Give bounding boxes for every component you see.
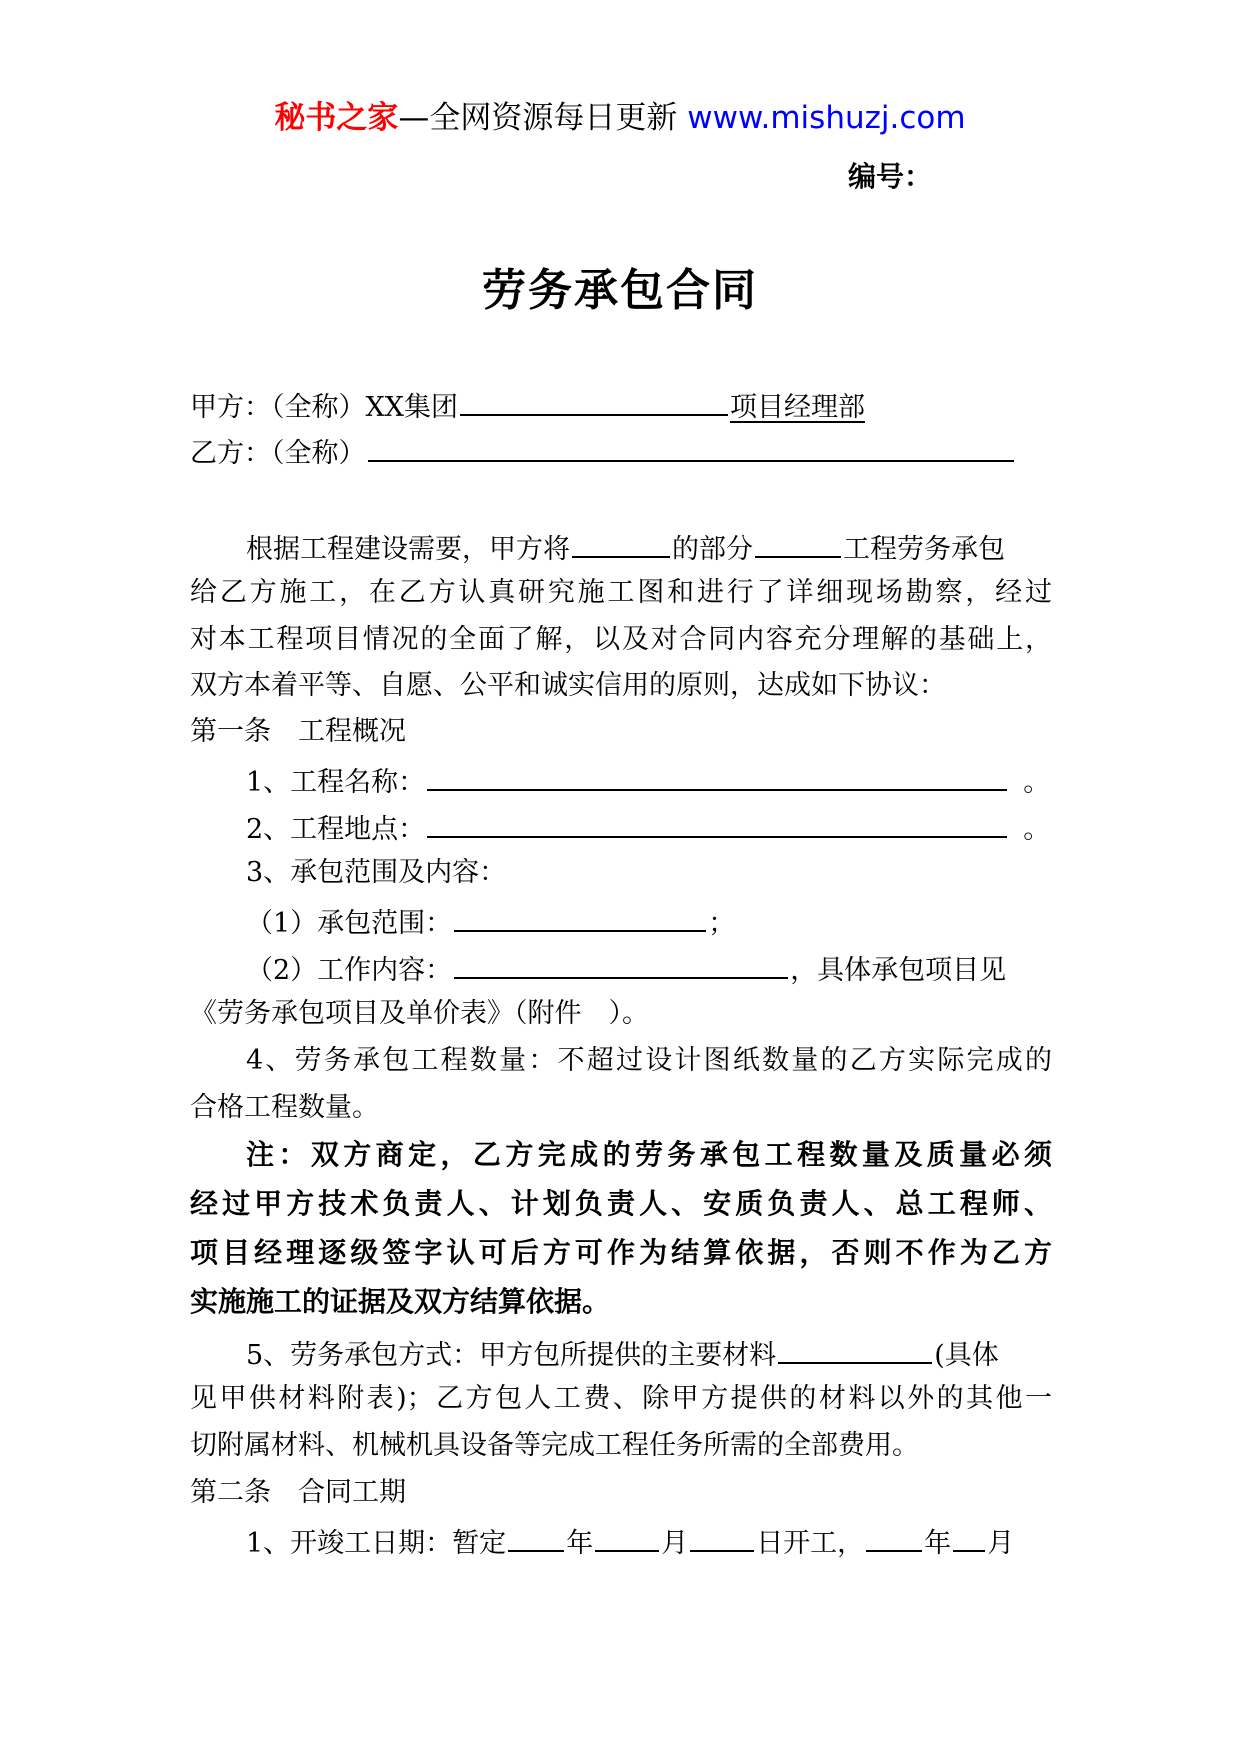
note-line-1: 注：双方商定，乙方完成的劳务承包工程数量及质量必须 — [246, 1138, 1052, 1171]
item-project-name — [246, 759, 1050, 803]
item-dates — [246, 1520, 1014, 1564]
period: 。 — [1023, 814, 1051, 845]
item-project-location-label: 2、工程地点： — [246, 814, 426, 845]
project-blank — [572, 526, 670, 558]
year-label: 年 — [924, 1528, 952, 1559]
article-2-heading: 第二条 合同工期 — [190, 1477, 406, 1508]
note-line-2: 经过甲方技术负责人、计划负责人、安质负责人、总工程师、 — [190, 1187, 1052, 1220]
materials-blank — [778, 1332, 932, 1364]
item-scope: 3、承包范围及内容： — [246, 857, 507, 888]
month-label: 月 — [987, 1528, 1015, 1559]
intro-line-3: 对本工程项目情况的全面了解，以及对合同内容充分理解的基础上， — [190, 624, 1052, 655]
party-a-suffix: 项目经理部 — [729, 392, 865, 423]
scope-range-label: （1）承包范围： — [246, 908, 453, 939]
project-location-blank — [427, 806, 1007, 838]
party-a-blank — [460, 384, 728, 416]
start-month-blank — [595, 1520, 659, 1552]
intro-text-1: 根据工程建设需要，甲方将 — [246, 534, 570, 565]
doc-number-label: 编号： — [848, 160, 933, 193]
item-work-content — [246, 947, 1006, 991]
party-a-label: 甲方：（全称）XX集团 — [190, 392, 458, 423]
work-blank — [755, 526, 841, 558]
year-label: 年 — [566, 1528, 594, 1559]
article-1-heading: 第一条 工程概况 — [190, 716, 406, 747]
party-b-blank — [368, 430, 1014, 462]
item-method — [246, 1332, 999, 1376]
intro-text-2: 的部分 — [672, 534, 753, 565]
intro-line-2: 给乙方施工，在乙方认真研究施工图和进行了详细现场勘察，经过 — [190, 577, 1052, 608]
method-end: (具体 — [934, 1340, 999, 1371]
end-year-blank — [866, 1520, 922, 1552]
party-b-label: 乙方：（全称） — [190, 438, 366, 469]
dates-label: 1、开竣工日期：暂定 — [246, 1528, 507, 1559]
intro-line-4: 双方本着平等、自愿、公平和诚实信用的原则，达成如下协议： — [190, 670, 946, 701]
note-line-3: 项目经理逐级签字认可后方可作为结算依据，否则不作为乙方 — [190, 1236, 1052, 1269]
slogan: —全网资源每日更新 — [398, 100, 678, 136]
brand-name: 秘书之家 — [274, 100, 399, 136]
intro-line-1 — [246, 526, 1005, 570]
method-label: 5、劳务承包方式：甲方包所提供的主要材料 — [246, 1340, 777, 1371]
work-content-end: ，具体承包项目见 — [790, 955, 1007, 986]
site-url[interactable]: www.mishuzj.com — [687, 100, 966, 136]
scope-range-blank — [454, 900, 706, 932]
period: 。 — [1023, 767, 1051, 798]
semicolon: ； — [708, 908, 736, 939]
site-header — [0, 92, 1240, 137]
end-month-blank — [953, 1520, 985, 1552]
item-project-location — [246, 806, 1050, 850]
item-method-line2: 见甲供材料附表)；乙方包人工费、除甲方提供的材料以外的其他一 — [190, 1383, 1052, 1414]
day-start-label: 日开工， — [756, 1528, 865, 1559]
start-day-blank — [690, 1520, 754, 1552]
month-label: 月 — [661, 1528, 689, 1559]
project-name-blank — [427, 759, 1007, 791]
party-b-line — [190, 430, 1016, 474]
page-title: 劳务承包合同 — [482, 265, 758, 316]
work-content-label: （2）工作内容： — [246, 955, 453, 986]
item-project-name-label: 1、工程名称： — [246, 767, 426, 798]
item-work-content-line2: 《劳务承包项目及单价表》（附件 ）。 — [190, 998, 649, 1029]
note-line-4: 实施施工的证据及双方结算依据。 — [190, 1285, 611, 1318]
item-scope-range — [246, 900, 735, 944]
work-content-blank — [454, 947, 788, 979]
item-quantity-line2: 合格工程数量。 — [190, 1092, 379, 1123]
item-method-line3: 切附属材料、机械机具设备等完成工程任务所需的全部费用。 — [190, 1430, 919, 1461]
start-year-blank — [508, 1520, 564, 1552]
item-quantity: 4、劳务承包工程数量：不超过设计图纸数量的乙方实际完成的 — [246, 1045, 1052, 1076]
intro-text-3: 工程劳务承包 — [843, 534, 1005, 565]
party-a-line — [190, 384, 865, 428]
